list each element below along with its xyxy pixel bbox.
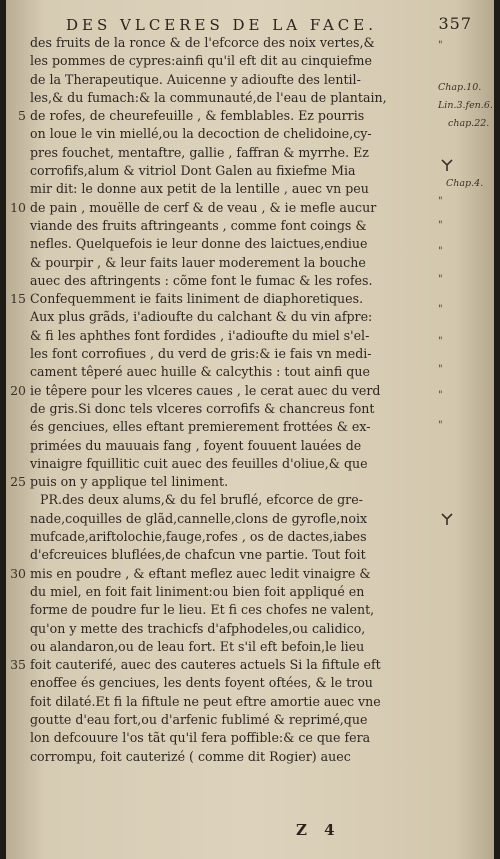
line-text: forme de poudre fur le lieu. Et fi ces chofes ne valent, [30,602,375,618]
hand-mark-icon [440,512,454,526]
line-text: les pommes de cypres:ainfi qu'il eft dit au cinquiefme [30,53,372,69]
line-text: mir dit: le donne aux petit de la lentille , auec vn peu [30,181,369,197]
quote-mark: " [438,364,443,375]
line-text: les,& du fumach:& la communauté,de l'eau de plantain, [30,89,387,105]
quote-mark: " [438,274,443,285]
text-line [30,620,428,638]
line-text: on loue le vin miellé,ou la decoction de chelidoine,cy- [30,126,372,142]
line-text: foit dilaté.Et fi la fiftule ne peut eftre amortie auec vne [30,693,381,709]
text-line [30,510,428,528]
text-line [10,565,428,583]
text-line [30,674,428,692]
line-text: Aux plus grãds, i'adioufte du calchant & du vin afpre: [30,309,373,325]
text-line [30,217,428,235]
line-text: & fi les aphthes font fordides , i'adioufte du miel s'el- [30,327,370,343]
text-line [30,34,428,52]
line-text: cament têperé auec huille & calcythis : tout ainfi que [30,364,370,380]
line-number: 15 [10,291,26,307]
quote-mark: " [438,196,443,207]
line-text: viande des fruits aftringeants , comme font coings & [30,217,367,233]
text-line [10,473,428,491]
line-text: de rofes, de cheurefeuille , & femblables. Ez pourris [30,108,365,124]
line-text: nefles. Quelquefois ie leur donne des laictues,endiue [30,236,368,252]
quote-mark: " [438,246,443,257]
line-text: d'efcreuices bluflées,de chafcun vne partie. Tout foit [30,547,366,563]
quote-mark: " [438,420,443,431]
text-line [30,583,428,601]
text-line [30,437,428,455]
line-text: corrofifs,alum & vitriol Dont Galen au fixiefme Mia [30,163,356,179]
text-line [30,162,428,180]
line-text: de pain , mouëlle de cerf & de veau , & ie mefle aucur [30,199,377,215]
text-line [30,638,428,656]
text-line [30,125,428,143]
text-line [30,144,428,162]
margin-note-chap4: Chap.4. [446,178,484,189]
line-text: goutte d'eau fort,ou d'arfenic fublimé & reprimé,que [30,711,368,727]
text-line [18,107,428,125]
text-line [30,308,428,326]
text-line [30,400,428,418]
text-line [30,272,428,290]
text-line [30,52,428,70]
text-line [30,711,428,729]
line-text: des fruits de la ronce & de l'efcorce des noix vertes,& [30,35,375,50]
line-number: 35 [10,657,26,673]
quote-mark: " [438,40,443,51]
text-line [10,382,428,400]
quote-mark: " [438,304,443,315]
text-line [30,546,428,564]
line-text: primées du mauuais fang , foyent fouuent lauées de [30,437,362,453]
text-line [30,180,428,198]
quote-mark: " [438,336,443,347]
margin-note-lin3: Lin.3.fen.6. [438,100,493,111]
text-line [30,528,428,546]
line-text: lon defcouure l'os tãt qu'il fera poffible:& ce que fera [30,730,371,746]
line-text: de la Therapeutique. Auicenne y adioufte des lentil- [30,71,361,87]
line-text: és genciues, elles eftant premierement frottées & ex- [30,419,371,435]
line-text: PR.des deux alums,& du fel bruflé, efcorce de gre- [40,492,363,508]
body-text [10,34,428,766]
line-number: 25 [10,474,26,490]
running-title: DES VLCERES DE LA FACE. [66,16,377,34]
margin-note-chap22: chap.22. [448,118,490,129]
text-line [30,601,428,619]
line-text: foit cauterifé, auec des cauteres actuels Si la fiftule eft [30,657,381,673]
line-text: enoffee és genciues, les dents foyent oftées, & le trou [30,675,373,691]
line-text: ou alandaron,ou de leau fort. Et s'il eft befoin,le lieu [30,638,365,654]
text-line [30,254,428,272]
line-number: 10 [10,199,26,215]
margin-note-chap10: Chap.10. [438,82,482,93]
line-text: qu'on y mette des trachicfs d'afphodeles,ou calidico, [30,620,366,636]
text-line [30,693,428,711]
line-text: mis en poudre , & eftant meflez auec ledit vinaigre & [30,565,371,581]
quote-mark: " [438,220,443,231]
text-line [30,71,428,89]
line-text: & pourpir , & leur faits lauer moderement la bouche [30,254,366,270]
line-number: 20 [10,382,26,398]
line-text: corrompu, foit cauterizé ( comme dit Rogier) auec [30,748,351,764]
line-text: de gris.Si donc tels vlceres corrofifs & chancreus font [30,400,375,416]
hand-mark-icon [440,158,454,172]
page-number: 357 [438,14,472,33]
text-line [30,748,428,766]
text-line [10,656,428,674]
text-line [30,89,428,107]
line-text: pres fouchet, mentaftre, gallie , faffran & myrrhe. Ez [30,144,369,160]
line-text: les font corrofiues , du verd de gris:& ie fais vn medi- [30,346,372,362]
text-line [30,235,428,253]
text-line [30,455,428,473]
text-line [30,418,428,436]
line-text: auec des aftringents : cõme font le fumac & les rofes. [30,272,373,288]
line-number: 5 [18,108,26,124]
line-text: vinaigre fquillitic cuit auec des feuilles d'oliue,& que [30,455,368,471]
text-line [30,729,428,747]
line-text: puis on y applique tel liniment. [30,474,229,490]
line-text: nade,coquilles de glãd,cannelle,clons de gyrofle,noix [30,510,368,526]
text-line [30,491,428,509]
line-number: 30 [10,565,26,581]
text-line [30,363,428,381]
line-text: ie têpere pour les vlceres caues , le cerat auec du verd [30,382,381,398]
text-line [30,327,428,345]
text-line [10,199,428,217]
book-page [6,0,494,859]
line-text: du miel, en foit fait liniment:ou bien foit appliqué en [30,583,365,599]
signature-mark: Z 4 [296,821,341,839]
text-line [30,345,428,363]
text-line [10,290,428,308]
line-text: mufcade,ariftolochie,fauge,rofes , os de dactes,iabes [30,529,367,545]
quote-mark: " [438,390,443,401]
line-text: Confequemment ie faits liniment de diaphoretiques. [30,291,364,307]
